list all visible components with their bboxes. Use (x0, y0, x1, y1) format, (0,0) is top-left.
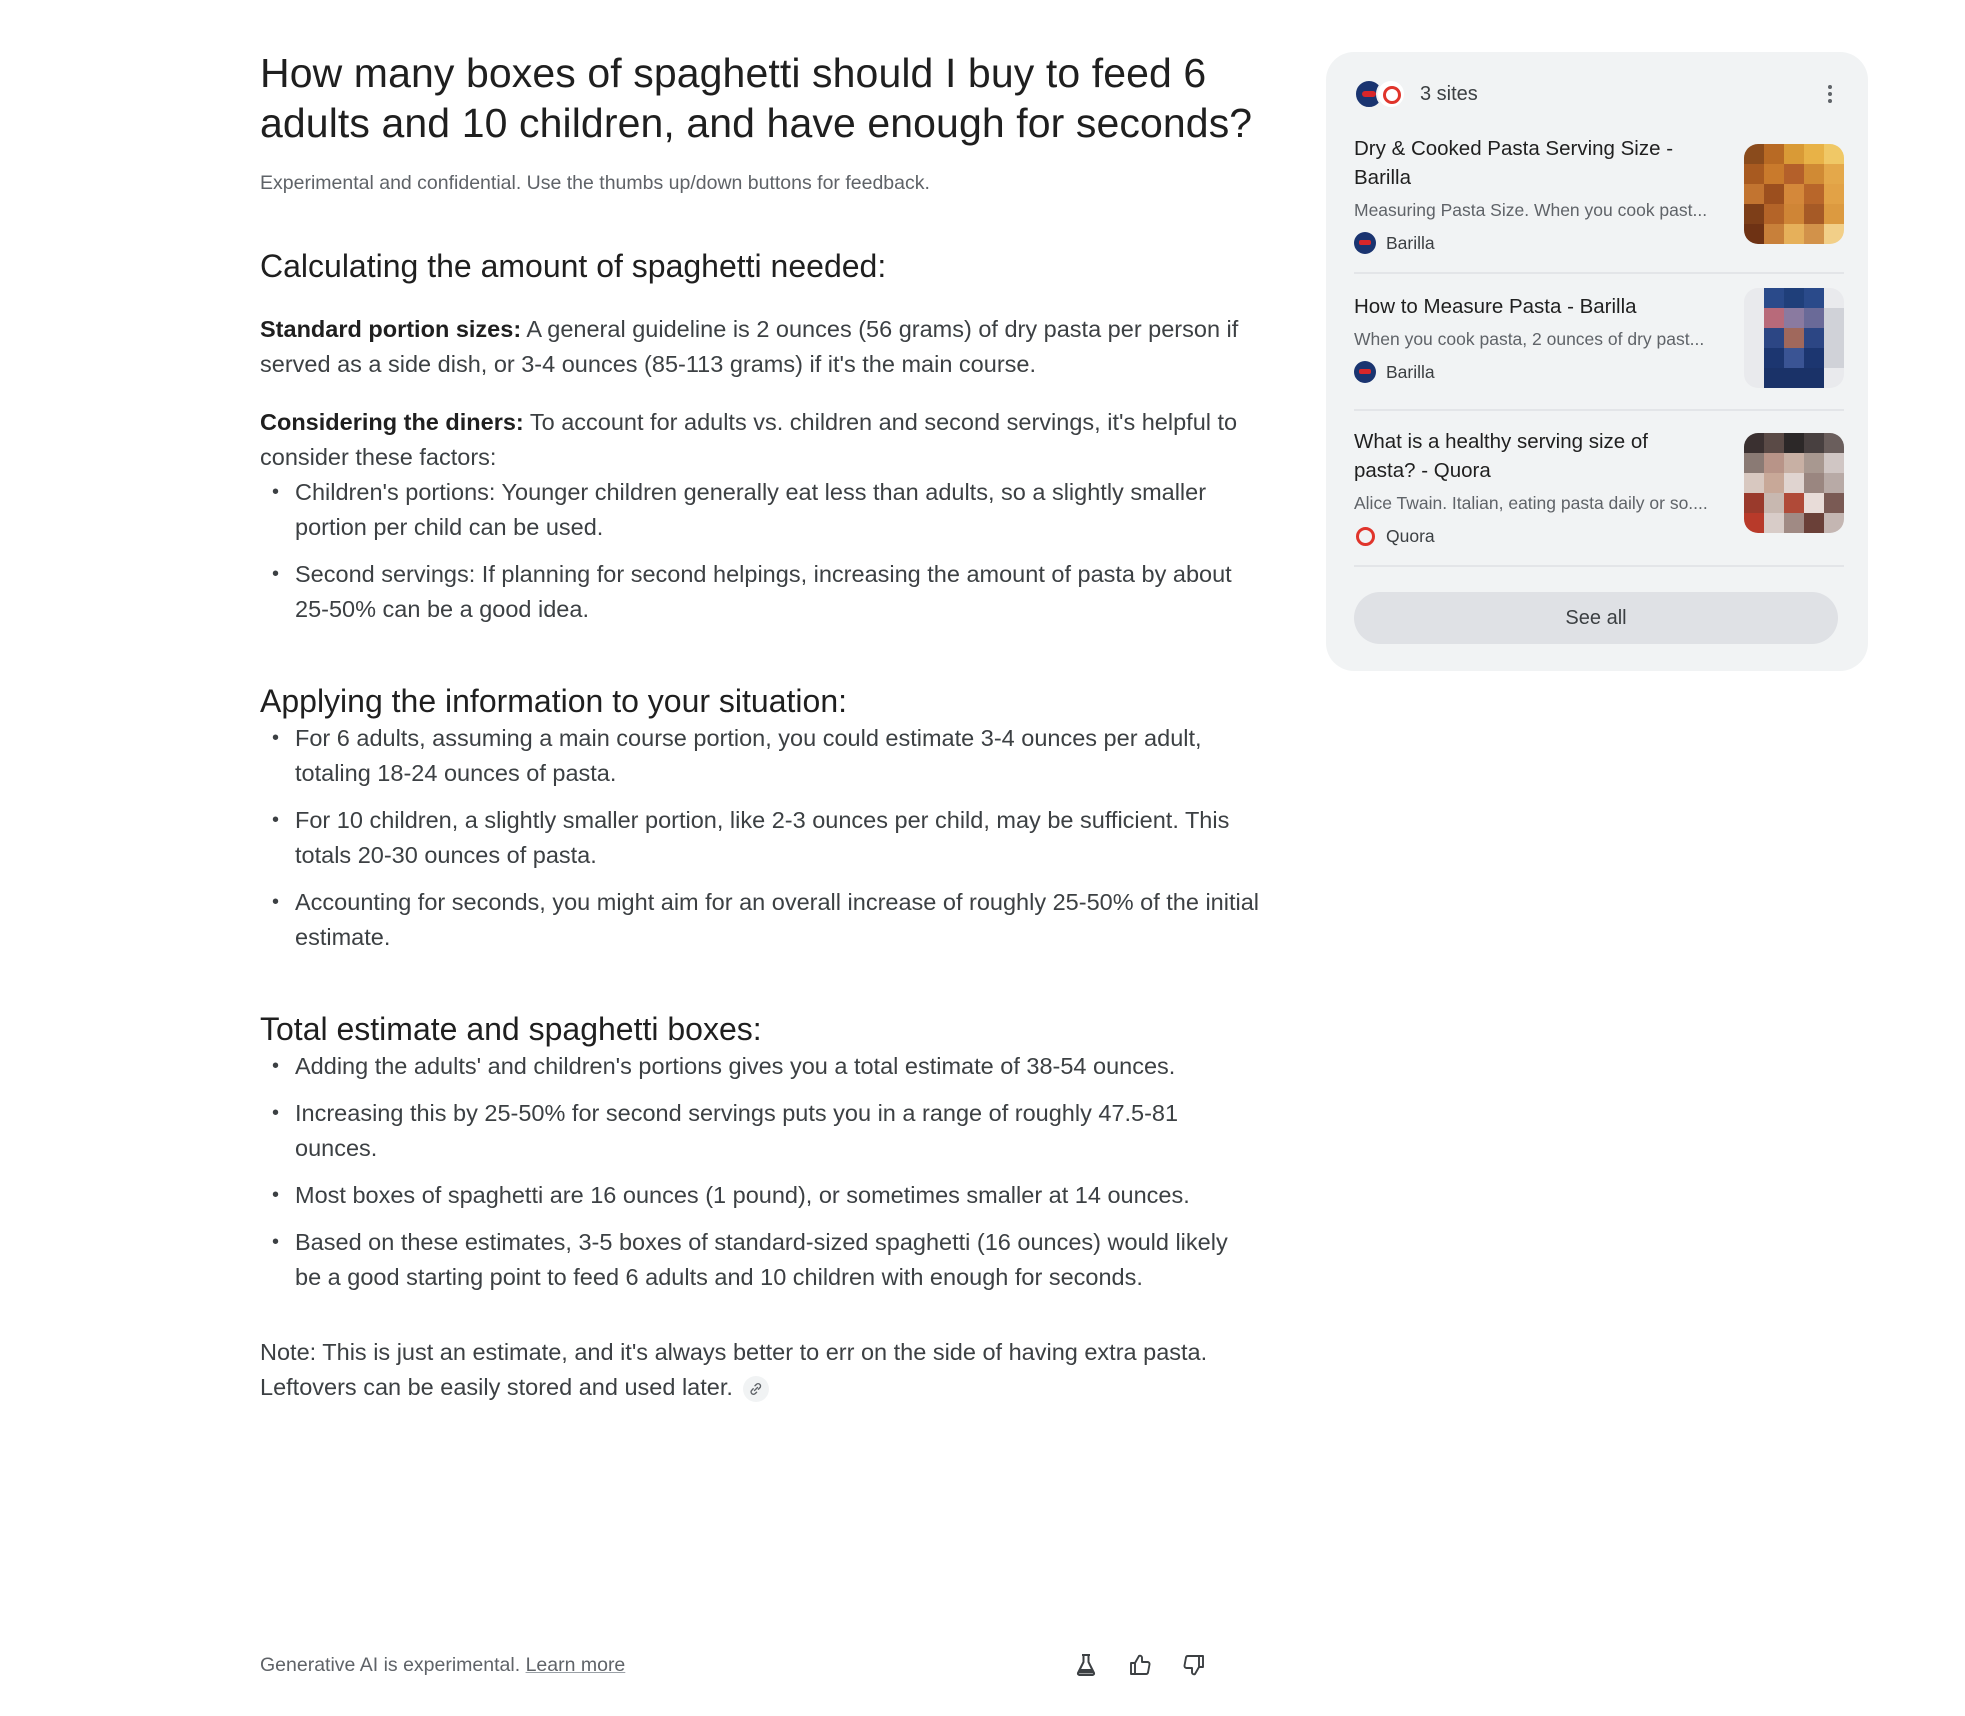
see-all-button[interactable]: See all (1354, 592, 1838, 644)
section-heading-total: Total estimate and spaghetti boxes: (260, 1011, 762, 1047)
source-card-1[interactable] (1354, 134, 1844, 255)
list-item: • For 10 children, a slightly smaller portion, like 2-3 ounces per child, may be sufficient. This totals 20-30 ounces of pasta. (260, 803, 1260, 873)
source-site-name: Quora (1386, 525, 1435, 546)
question-title: How many boxes of spaghetti should I buy to feed 6 adults and 10 children, and have enough for seconds? (260, 50, 1253, 146)
section-heading-applying: Applying the information to your situation: (260, 683, 847, 719)
flask-icon[interactable] (1070, 1648, 1102, 1682)
source-site-name: Barilla (1386, 232, 1435, 253)
list-item: • For 6 adults, assuming a main course portion, you could estimate 3-4 ounces per adult, totaling 18-24 ounces of pasta. (260, 721, 1260, 791)
source-title: What is a healthy serving size of pasta? - Quora (1354, 430, 1648, 482)
footer-text (260, 1648, 1210, 1682)
source-thumbnail-pasta-box (1744, 288, 1844, 388)
list-item: • Second servings: If planning for second helpings, increasing the amount of pasta by about 25-50% can be a good idea. (260, 557, 1260, 627)
source-snippet: Alice Twain. Italian, eating pasta daily or so.... (1354, 493, 1708, 513)
source-thumbnail-photo (1744, 433, 1844, 533)
list-item: • Adding the adults' and children's portions gives you a total estimate of 38-54 ounces. (260, 1049, 1260, 1084)
paragraph-considering-diners (260, 405, 1260, 475)
more-options-icon[interactable] (1816, 78, 1844, 110)
source-title: How to Measure Pasta - Barilla (1354, 295, 1637, 318)
barilla-favicon-icon (1354, 232, 1376, 254)
list-item: • Increasing this by 25-50% for second servings puts you in a range of roughly 47.5-81 ounces. (260, 1096, 1260, 1166)
sites-count: 3 sites (1420, 83, 1478, 105)
paragraph-bold-label: Standard portion sizes: (260, 316, 522, 342)
divider (1354, 272, 1844, 274)
thumbs-up-icon[interactable] (1124, 1648, 1156, 1682)
source-snippet: Measuring Pasta Size. When you cook past... (1354, 200, 1708, 220)
disclaimer: Experimental and confidential. Use the thumbs up/down buttons for feedback. (260, 172, 930, 194)
divider (1354, 409, 1844, 411)
note-paragraph (260, 1335, 1260, 1405)
sources-header[interactable] (1354, 76, 1844, 112)
favicon-stack (1354, 79, 1406, 109)
divider (1354, 565, 1844, 567)
bullet-list-applying (260, 721, 1260, 955)
list-item: • Children's portions: Younger children generally eat less than adults, so a slightly smaller portion per child can be used. (260, 475, 1260, 545)
paragraph-text: A general guideline is 2 ounces (56 grams) of dry pasta per person if served as a side dish, or 3-4 ounces (85-113 grams) if it's the main course. (260, 316, 1239, 377)
list-item: • Accounting for seconds, you might aim for an overall increase of roughly 25-50% of the initial estimate. (260, 885, 1260, 955)
source-thumbnail-pasta (1744, 144, 1844, 244)
list-item: • Based on these estimates, 3-5 boxes of standard-sized spaghetti (16 ounces) would likely be a good starting point to feed 6 adults and 10 children with enough for seconds. (260, 1225, 1260, 1295)
bullet-list-factors (260, 475, 1260, 627)
quora-favicon-icon (1376, 79, 1406, 109)
source-card-2[interactable] (1354, 292, 1844, 384)
link-icon[interactable] (743, 1376, 769, 1402)
section-heading-calculating: Calculating the amount of spaghetti needed: (260, 248, 887, 284)
paragraph-portion-sizes (260, 312, 1260, 382)
source-site-name: Barilla (1386, 361, 1435, 382)
answer-column (260, 48, 1260, 1405)
note-text: Note: This is just an estimate, and it's always better to err on the side of having extra pasta. Leftovers can be easily stored and used later. (260, 1339, 1208, 1400)
source-title: Dry & Cooked Pasta Serving Size - Barilla (1354, 137, 1674, 189)
ai-footer (260, 1648, 1210, 1682)
quora-favicon-icon (1354, 525, 1376, 547)
paragraph-bold-label: Considering the diners: (260, 409, 524, 435)
source-snippet: When you cook pasta, 2 ounces of dry past... (1354, 329, 1705, 349)
bullet-list-total (260, 1049, 1260, 1295)
paragraph-text: To account for adults vs. children and second servings, it's helpful to consider these factors: (260, 409, 1238, 470)
barilla-favicon-icon (1354, 361, 1376, 383)
source-card-3[interactable] (1354, 427, 1844, 548)
thumbs-down-icon[interactable] (1178, 1648, 1210, 1682)
list-item: • Most boxes of spaghetti are 16 ounces (1 pound), or sometimes smaller at 14 ounces. (260, 1178, 1260, 1213)
feedback-icons (1070, 1648, 1210, 1682)
sources-panel (1326, 52, 1868, 671)
learn-more-link[interactable]: Learn more (525, 1654, 626, 1676)
footer-disclaimer: Generative AI is experimental. (260, 1654, 521, 1676)
